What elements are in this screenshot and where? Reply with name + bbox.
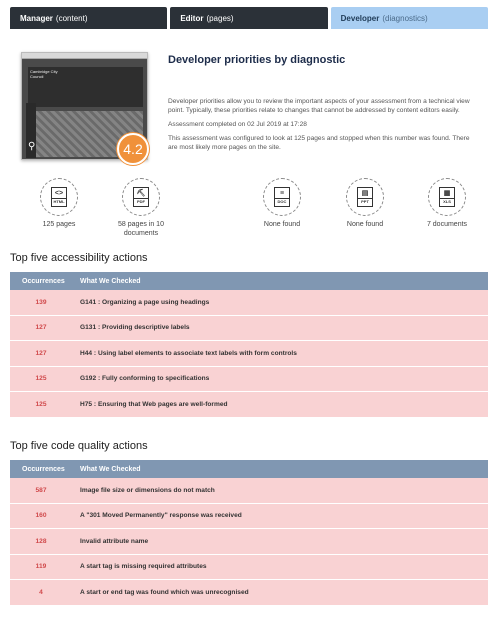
table-row[interactable]: [10, 341, 488, 367]
table-header: [10, 272, 488, 290]
accessibility-heading: Top five accessibility actions: [10, 252, 148, 264]
html-type-label: HTML: [53, 199, 65, 204]
stat-xls-label: 7 documents: [426, 221, 468, 228]
table-row[interactable]: [10, 504, 488, 530]
table-header: [10, 460, 488, 478]
xls-glyph: ▦: [443, 190, 451, 197]
stat-pdf-label: 58 pages in 10 documents: [118, 221, 164, 237]
check-description: Image file size or dimensions do not match: [80, 486, 215, 494]
check-description: G131 : Providing descriptive labels: [80, 324, 190, 332]
what-we-checked-header: What We Checked: [80, 465, 141, 473]
xls-circle: [428, 178, 466, 216]
pdf-file-icon: [133, 187, 149, 207]
tab-editor[interactable]: [170, 7, 327, 29]
intro-text: [168, 97, 478, 157]
tab-manager-sub: (content): [55, 13, 88, 23]
html-file-icon: [51, 187, 67, 207]
browser-bar: [22, 53, 147, 59]
tab-editor-sub: (pages): [206, 13, 234, 23]
what-we-checked-header: What We Checked: [80, 277, 141, 285]
pdf-type-label: PDF: [134, 198, 148, 204]
ppt-file-icon: [357, 187, 373, 207]
tab-manager-label: Manager: [20, 13, 53, 23]
check-description: A "301 Moved Permanently" response was received: [80, 512, 242, 520]
table-row[interactable]: [10, 392, 488, 418]
table-row[interactable]: [10, 529, 488, 555]
xls-file-icon: [439, 187, 455, 207]
occurrence-count: 139: [35, 298, 47, 306]
stat-doc-label: None found: [263, 221, 301, 228]
ppt-glyph: ▤: [361, 190, 369, 197]
pdf-circle: [122, 178, 160, 216]
occurrence-count: 127: [35, 324, 47, 332]
occurrence-count: 127: [35, 349, 47, 357]
xls-type-label: XLS: [440, 198, 454, 204]
accessibility-table: [10, 272, 488, 418]
stat-xls[interactable]: [411, 178, 483, 229]
page-title: Developer priorities by diagnostic: [168, 54, 346, 66]
table-row[interactable]: [10, 367, 488, 393]
doc-type-label: DOC: [275, 198, 289, 204]
assessment-note: This assessment was configured to look at 125 pages and stopped when this number was found. There are most likely more pages on the site.: [168, 135, 470, 151]
doc-file-icon: [274, 187, 290, 207]
code-quality-table: [10, 460, 488, 606]
intro-paragraph: Developer priorities allow you to review the important aspects of your assessment from a technical view point. Typically, these priorities relate to changes that cannot be addressed by content editors easily.: [168, 98, 470, 114]
assessment-date: Assessment completed on 02 Jul 2019 at 17:28: [168, 121, 307, 128]
check-description: H44 : Using label elements to associate text labels with form controls: [80, 349, 297, 357]
site-logo: Cambridge City Council: [30, 69, 58, 79]
stat-html-label: 125 pages: [42, 221, 76, 228]
html-glyph: <>: [54, 190, 64, 197]
occurrence-count: 4: [39, 588, 43, 596]
occurrence-count: 128: [35, 537, 47, 545]
occurrence-count: 125: [35, 375, 47, 383]
stat-ppt[interactable]: [329, 178, 401, 229]
occurrences-header: Occurrences: [22, 277, 65, 285]
check-description: G192 : Fully conforming to specifications: [80, 375, 210, 383]
occurrence-count: 125: [35, 400, 47, 408]
stat-html[interactable]: [23, 178, 95, 229]
check-description: Invalid attribute name: [80, 537, 149, 545]
stat-ppt-label: None found: [346, 221, 384, 228]
tab-developer[interactable]: [331, 7, 488, 29]
occurrence-count: 587: [35, 486, 47, 494]
doc-circle: [263, 178, 301, 216]
tab-developer-label: Developer: [340, 13, 380, 23]
ppt-type-label: PPT: [358, 198, 372, 204]
occurrence-count: 119: [35, 563, 47, 571]
tab-manager[interactable]: [10, 7, 167, 29]
stat-doc[interactable]: [246, 178, 318, 229]
tab-developer-sub: (diagnostics): [382, 13, 428, 23]
occurrences-header: Occurrences: [22, 465, 65, 473]
stat-pdf[interactable]: [105, 178, 177, 238]
ppt-circle: [346, 178, 384, 216]
occurrence-count: 160: [35, 512, 47, 520]
table-row[interactable]: [10, 555, 488, 581]
doc-glyph: ≡: [279, 190, 285, 197]
html-circle: [40, 178, 78, 216]
check-description: A start tag is missing required attributes: [80, 563, 207, 571]
code-quality-heading: Top five code quality actions: [10, 440, 148, 452]
table-row[interactable]: [10, 478, 488, 504]
pdf-glyph: ⛏: [136, 190, 146, 197]
check-description: A start or end tag was found which was unrecognised: [80, 588, 249, 596]
table-row[interactable]: [10, 580, 488, 606]
map-pin-icon: ⚲: [28, 141, 36, 152]
score-badge: 4.2: [117, 133, 149, 165]
check-description: G141 : Organizing a page using headings: [80, 298, 210, 306]
table-row[interactable]: [10, 316, 488, 342]
check-description: H75 : Ensuring that Web pages are well-formed: [80, 400, 228, 408]
tab-bar: [10, 7, 488, 29]
table-row[interactable]: [10, 290, 488, 316]
tab-editor-label: Editor: [180, 13, 204, 23]
